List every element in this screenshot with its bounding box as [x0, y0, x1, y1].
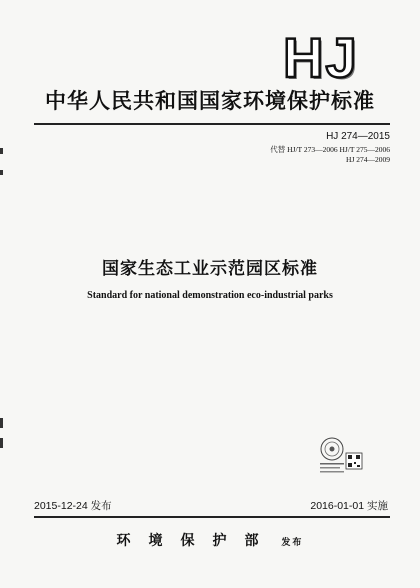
bottom-divider [34, 516, 390, 518]
replaces-block [190, 145, 390, 165]
edge-mark [0, 418, 3, 428]
issuer-suffix: 发布 [281, 538, 304, 548]
issuer-name: 环境保护部 [116, 533, 277, 549]
edge-mark [0, 438, 3, 448]
top-divider [34, 123, 390, 125]
issuer-line [0, 532, 420, 552]
certification-seal-icon [318, 433, 364, 479]
replaces-line-1: 代替 HJ/T 273—2006 HJ/T 275—2006 [270, 145, 390, 154]
title-chinese: 国家生态工业示范园区标准 [102, 259, 318, 279]
standard-number: HJ 274—2015 [326, 131, 390, 142]
hj-logo: HJ [283, 26, 359, 89]
edge-mark [0, 170, 3, 175]
organization-heading: 中华人民共和国国家环境保护标准 [45, 89, 375, 113]
title-english: Standard for national demonstration eco-industrial parks [87, 290, 333, 301]
issue-date: 2015-12-24 发布 [34, 500, 112, 512]
implementation-date: 2016-01-01 实施 [310, 500, 388, 512]
edge-mark [0, 148, 3, 154]
replaces-line-2: HJ 274—2009 [346, 155, 390, 164]
